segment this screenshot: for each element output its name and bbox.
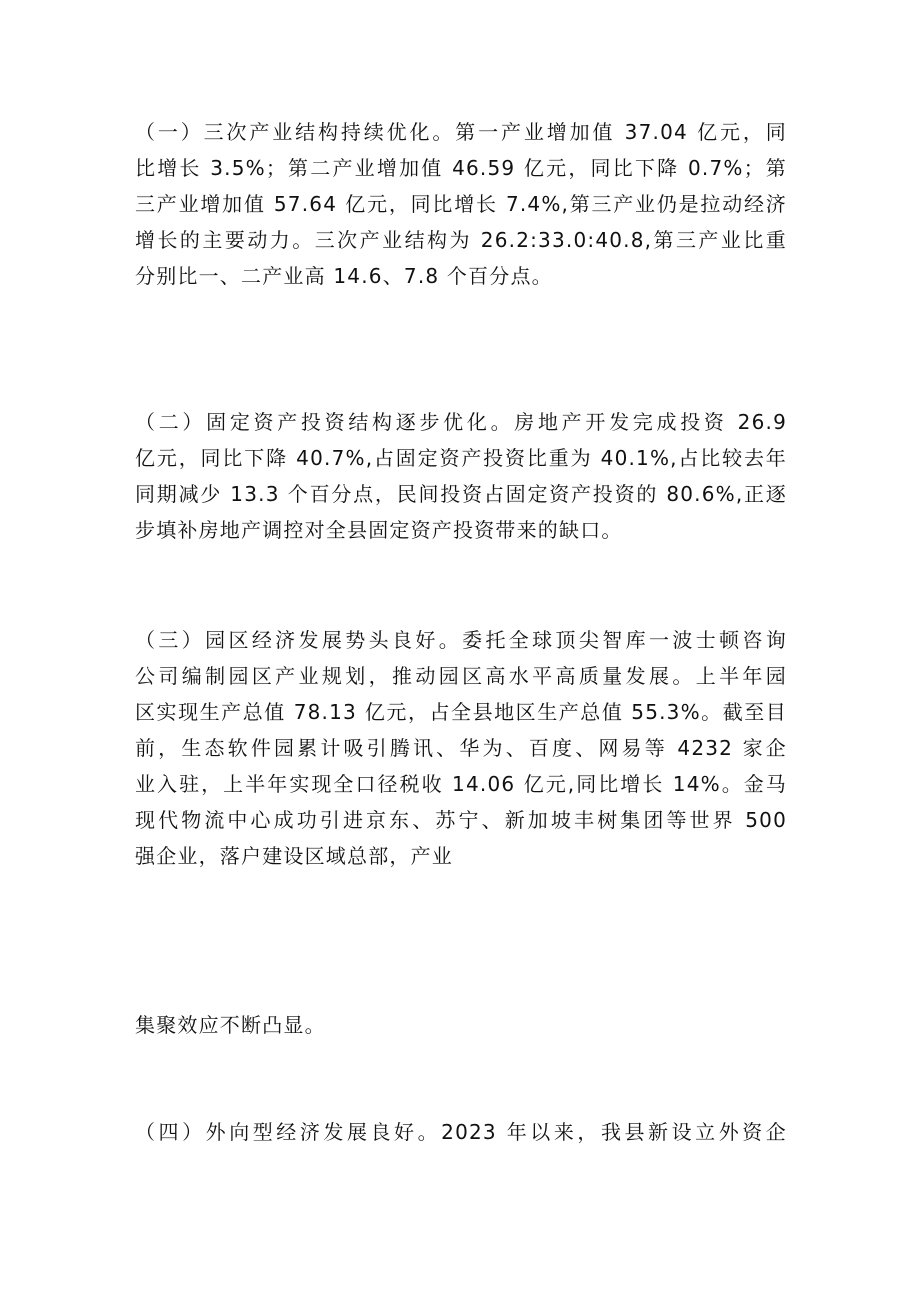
paragraph-continuation <box>135 1007 787 1043</box>
text-line: 区实现生产总值 78.13 亿元，占全县地区生产总值 55.3%。截至目 <box>135 700 787 724</box>
text-line: （四）外向型经济发展良好。2023 年以来，我县新设立外资企 <box>135 1120 787 1144</box>
paragraph-park-economy <box>135 622 787 874</box>
text-line: 同期减少 13.3 个百分点，民间投资占固定资产投资的 80.6%,正逐 <box>135 482 787 506</box>
text-line: 强企业，落户建设区域总部，产业 <box>135 844 453 868</box>
text-line: 增长的主要动力。三次产业结构为 26.2:33.0:40.8,第三产业比重 <box>135 228 787 252</box>
text-line: （一）三次产业结构持续优化。第一产业增加值 37.04 亿元，同 <box>135 120 787 144</box>
text-line: 步填补房地产调控对全县固定资产投资带来的缺口。 <box>135 518 623 542</box>
paragraph-primary-industry <box>135 114 787 294</box>
text-line: 业入驻，上半年实现全口径税收 14.06 亿元,同比增长 14%。金马 <box>135 772 787 796</box>
text-line: 比增长 3.5%；第二产业增加值 46.59 亿元，同比下降 0.7%；第 <box>135 156 787 180</box>
text-line: 分别比一、二产业高 14.6、7.8 个百分点。 <box>135 264 553 288</box>
paragraph-export-economy <box>135 1114 787 1150</box>
text-line: 集聚效应不断凸显。 <box>135 1013 326 1037</box>
text-line: （二）固定资产投资结构逐步优化。房地产开发完成投资 26.9 <box>135 410 787 434</box>
text-line: 三产业增加值 57.64 亿元，同比增长 7.4%,第三产业仍是拉动经济 <box>135 192 787 216</box>
text-line: （三）园区经济发展势头良好。委托全球顶尖智库一波士顿咨询 <box>135 628 787 652</box>
text-line: 亿元，同比下降 40.7%,占固定资产投资比重为 40.1%,占比较去年 <box>135 446 787 470</box>
text-line: 公司编制园区产业规划，推动园区高水平高质量发展。上半年园 <box>135 664 787 688</box>
paragraph-fixed-asset-investment <box>135 404 787 548</box>
text-line: 前，生态软件园累计吸引腾讯、华为、百度、网易等 4232 家企 <box>135 736 787 760</box>
text-line: 现代物流中心成功引进京东、苏宁、新加坡丰树集团等世界 500 <box>135 808 787 832</box>
